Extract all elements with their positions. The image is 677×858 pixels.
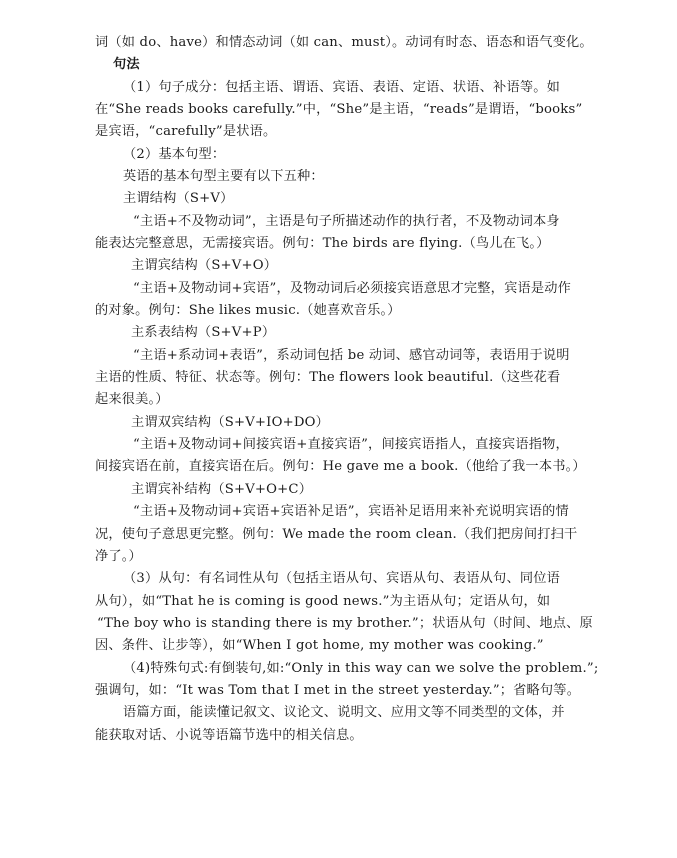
- text-line: （4)特殊句式:有倒装句,如:“Only in this way can we solve the problem.”;: [123, 661, 599, 676]
- text-line: “主语+及物动词+宾语”，及物动词后必须接宾语意思才完整，宾语是动作: [133, 281, 572, 296]
- text-line: 净了。）: [95, 549, 142, 564]
- text-line: 主谓结构（S+V）: [123, 191, 234, 206]
- text-line: 起来很美。）: [95, 392, 169, 407]
- text-line: 的对象。例句：She likes music.（她喜欢音乐。）: [95, 303, 401, 318]
- text-line: 能获取对话、小说等语篇节选中的相关信息。: [95, 728, 363, 743]
- text-line: 间接宾语在前，直接宾语在后。例句：He gave me a book.（他给了我一本书。）: [95, 459, 586, 474]
- text-line: 语篇方面，能读懂记叙文、议论文、说明文、应用文等不同类型的文体，并: [123, 705, 565, 720]
- section-heading: 句法: [113, 57, 140, 72]
- text-line: 英语的基本句型主要有以下五种：: [123, 169, 324, 184]
- text-line: 主系表结构（S+V+P）: [131, 325, 276, 340]
- text-line: 在“She reads books carefully.”中，“She”是主语，“reads”是谓语，“books”: [95, 102, 583, 117]
- text-line: 主谓宾补结构（S+V+O+C）: [131, 482, 313, 497]
- text-line: 主语的性质、特征、状态等。例句：The flowers look beautiful.（这些花看: [95, 370, 561, 385]
- text-line: 能表达完整意思，无需接宾语。例句：The birds are flying.（鸟儿在飞。）: [95, 236, 550, 251]
- text-line: 主谓双宾结构（S+V+IO+DO）: [131, 415, 330, 430]
- text-line: “主语+系动词+表语”，系动词包括 be 动词、感官动词等，表语用于说明: [133, 348, 570, 363]
- text-line: 是宾语，“carefully”是状语。: [95, 124, 277, 139]
- text-line: （3）从句：有名词性从句（包括主语从句、宾语从句、表语从句、同位语: [123, 571, 560, 586]
- text-line: 强调句，如：“It was Tom that I met in the street yesterday.”；省略句等。: [95, 683, 581, 698]
- text-line: 从句），如“That he is coming is good news.”为主语从句；定语从句，如: [95, 594, 551, 609]
- text-line: （2）基本句型：: [123, 147, 226, 162]
- text-line: 词（如 do、have）和情态动词（如 can、must）。动词有时态、语态和语气变化。: [95, 35, 593, 50]
- text-line: “主语+及物动词+宾语+宾语补足语”，宾语补足语用来补充说明宾语的情: [133, 504, 569, 519]
- text-line: 况，使句子意思更完整。例句：We made the room clean.（我们把房间打扫干: [95, 527, 578, 542]
- text-line: 因、条件、让步等），如“When I got home, my mother was cooking.”: [95, 638, 544, 653]
- text-line: （1）句子成分：包括主语、谓语、宾语、表语、定语、状语、补语等。如: [123, 80, 560, 95]
- text-line: 主谓宾结构（S+V+O）: [131, 258, 278, 273]
- text-line: “The boy who is standing there is my brother.”；状语从句（时间、地点、原: [97, 616, 593, 631]
- text-line: “主语+不及物动词”，主语是句子所描述动作的执行者，不及物动词本身: [133, 214, 560, 229]
- text-line: “主语+及物动词+间接宾语+直接宾语”，间接宾语指人，直接宾语指物，: [133, 437, 569, 452]
